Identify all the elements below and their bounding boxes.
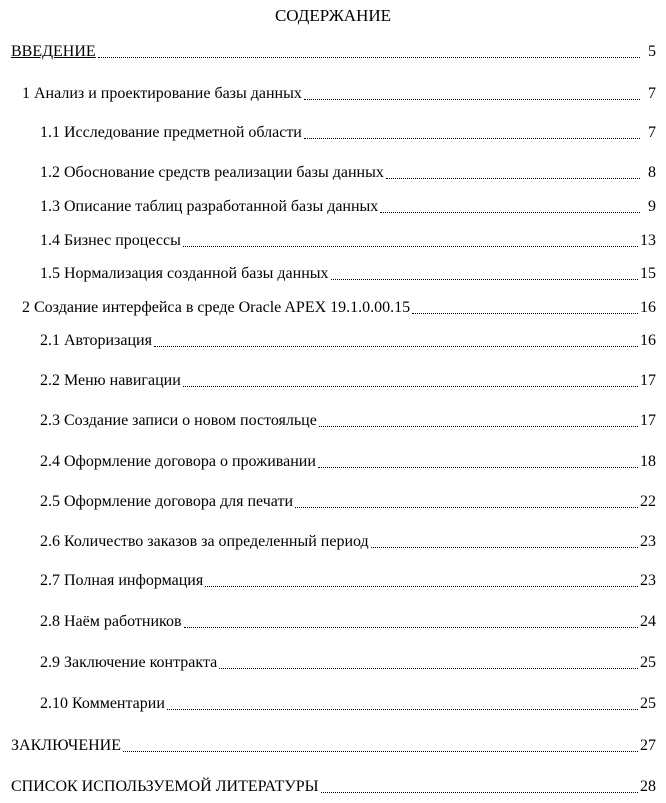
toc-entry-label: 1.2 Обоснование средств реализации базы данных	[40, 164, 384, 181]
dot-leader	[295, 506, 638, 508]
toc-entry-label: 2.1 Авторизация	[40, 332, 152, 349]
toc-entry-2-9[interactable]	[40, 649, 656, 673]
toc-entry-2-1[interactable]	[40, 327, 656, 351]
toc-entry-1-3[interactable]	[40, 193, 656, 217]
toc-entry-label: СПИСОК ИСПОЛЬЗУЕМОЙ ЛИТЕРАТУРЫ	[11, 778, 319, 795]
dot-leader	[318, 466, 638, 468]
toc-entry-page: 23	[640, 572, 656, 589]
toc-entry-references[interactable]	[11, 773, 656, 797]
dot-leader	[154, 345, 638, 347]
toc-entry-label: 2.4 Оформление договора о проживании	[40, 453, 316, 470]
toc-entry-label: 1.5 Нормализация созданной базы данных	[40, 265, 329, 282]
dot-leader	[380, 211, 640, 213]
toc-entry-chapter-1[interactable]	[22, 80, 656, 104]
dot-leader	[98, 56, 640, 58]
toc-entry-conclusion[interactable]	[11, 732, 656, 756]
toc-entry-page: 9	[648, 198, 656, 215]
dot-leader	[304, 137, 640, 139]
toc-entry-2-7[interactable]	[40, 567, 656, 591]
toc-entry-label: 2.10 Комментарии	[40, 695, 165, 712]
dot-leader	[123, 750, 638, 752]
toc-entry-page: 8	[648, 164, 656, 181]
dot-leader	[183, 385, 638, 387]
toc-entry-page: 7	[648, 124, 656, 141]
toc-entry-label: 2 Создание интерфейса в среде Oracle APEX 19.1.0.00.15	[22, 299, 411, 316]
dot-leader	[304, 98, 640, 100]
toc-entry-page: 25	[640, 654, 656, 671]
toc-entry-page: 27	[640, 737, 656, 754]
toc-entry-label: 2.5 Оформление договора для печати	[40, 493, 294, 510]
toc-entry-page: 23	[640, 533, 656, 550]
toc-entry-1-5[interactable]	[40, 260, 656, 284]
toc-entry-page: 16	[640, 299, 656, 316]
toc-entry-1-1[interactable]	[40, 119, 656, 143]
dot-leader	[331, 278, 638, 280]
toc-entry-2-5[interactable]	[40, 488, 656, 512]
dot-leader	[319, 425, 638, 427]
toc-entry-page: 24	[640, 613, 656, 630]
toc-entry-2-10[interactable]	[40, 690, 656, 714]
toc-entry-page: 25	[640, 695, 656, 712]
toc-entry-page: 7	[648, 85, 656, 102]
dot-leader	[371, 546, 638, 548]
toc-entry-page: 17	[640, 372, 656, 389]
toc-entry-label: 2.9 Заключение контракта	[40, 654, 218, 671]
toc-entry-label: 1.1 Исследование предметной области	[40, 124, 302, 141]
toc-entry-label: 1.3 Описание таблиц разработанной базы данных	[40, 198, 379, 215]
toc-entry-label: 2.6 Количество заказов за определенный период	[40, 533, 369, 550]
toc-entry-label: 1 Анализ и проектирование базы данных	[22, 85, 302, 102]
toc-title: СОДЕРЖАНИЕ	[274, 6, 392, 25]
dot-leader	[321, 791, 638, 793]
dot-leader	[219, 667, 638, 669]
toc-entry-introduction[interactable]	[11, 38, 656, 62]
toc-entry-label: ЗАКЛЮЧЕНИЕ	[11, 737, 121, 754]
toc-entry-2-3[interactable]	[40, 407, 656, 431]
dot-leader	[183, 245, 638, 247]
toc-entry-page: 15	[640, 265, 656, 282]
toc-entry-2-6[interactable]	[40, 528, 656, 552]
dot-leader	[386, 177, 640, 179]
toc-entry-label: 2.2 Меню навигации	[40, 372, 181, 389]
toc-entry-page: 18	[640, 453, 656, 470]
toc-entry-chapter-2[interactable]	[22, 294, 656, 318]
toc-entry-page: 17	[640, 412, 656, 429]
toc-entry-page: 5	[648, 43, 656, 60]
toc-entry-page: 16	[640, 332, 656, 349]
dot-leader	[167, 708, 638, 710]
toc-entry-label: 1.4 Бизнес процессы	[40, 232, 181, 249]
toc-entry-label: 2.3 Создание записи о новом постояльце	[40, 412, 317, 429]
toc-entry-2-4[interactable]	[40, 448, 656, 472]
toc-entry-page: 13	[640, 232, 656, 249]
dot-leader	[205, 585, 638, 587]
toc-entry-label: 2.7 Полная информация	[40, 572, 204, 589]
dot-leader	[412, 312, 638, 314]
toc-entry-page: 28	[640, 778, 656, 795]
toc-entry-2-8[interactable]	[40, 608, 656, 632]
toc-entry-1-2[interactable]	[40, 159, 656, 183]
toc-entry-label: 2.8 Наём работников	[40, 613, 182, 630]
toc-entry-2-2[interactable]	[40, 367, 656, 391]
toc-entry-1-4[interactable]	[40, 227, 656, 251]
dot-leader	[184, 626, 638, 628]
toc-entry-page: 22	[640, 493, 656, 510]
toc-entry-label: ВВЕДЕНИЕ	[11, 43, 96, 60]
